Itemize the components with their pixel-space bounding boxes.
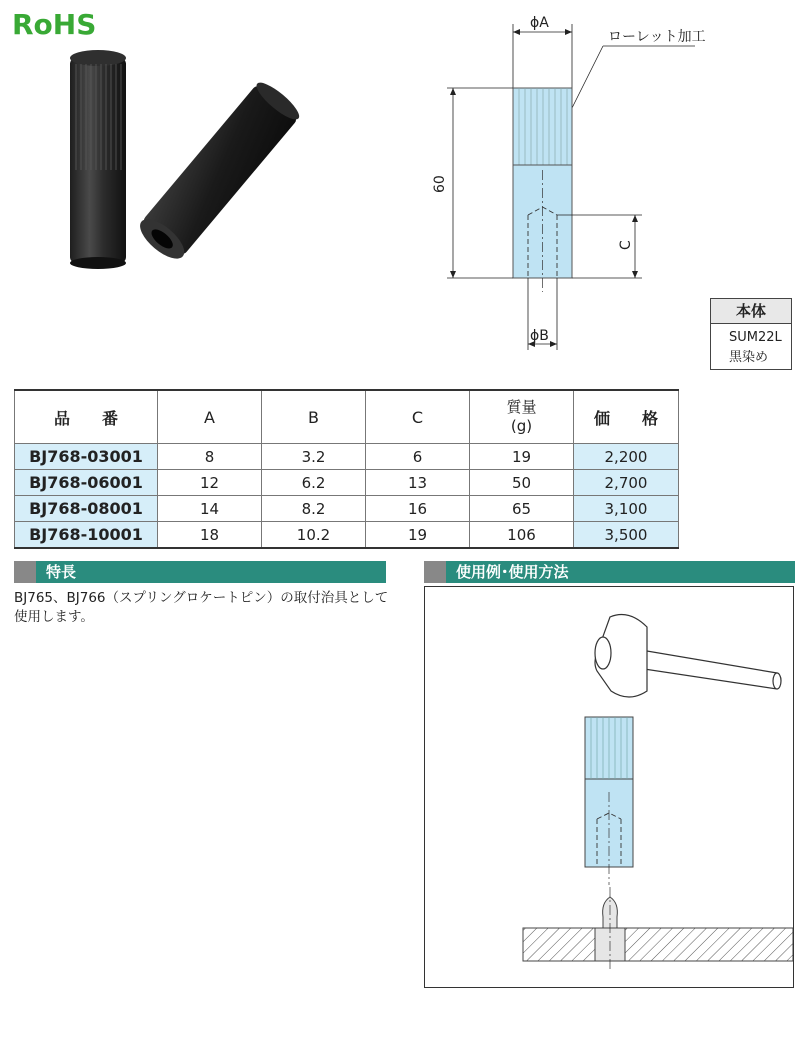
cell-mass: 65 bbox=[470, 496, 574, 522]
jig-body-icon bbox=[585, 717, 633, 885]
table-row bbox=[15, 444, 679, 470]
features-heading-bar bbox=[14, 561, 386, 583]
material-line2: 黒染め bbox=[729, 350, 769, 365]
dimension-drawing bbox=[420, 10, 720, 360]
cell-price: 2,200 bbox=[574, 444, 679, 470]
header-mass-label: 質量 bbox=[506, 398, 537, 416]
table-row bbox=[15, 496, 679, 522]
usage-heading-bar bbox=[424, 561, 795, 583]
tilted-pin-photo bbox=[134, 78, 304, 266]
cell-a: 18 bbox=[158, 522, 262, 549]
cell-part-no: BJ768-06001 bbox=[15, 470, 158, 496]
cell-b: 3.2 bbox=[262, 444, 366, 470]
knurl-label: ローレット加工 bbox=[608, 29, 706, 45]
cell-b: 10.2 bbox=[262, 522, 366, 549]
usage-illustration bbox=[425, 587, 793, 987]
heading-marker bbox=[424, 561, 446, 583]
spec-table bbox=[14, 389, 679, 549]
cell-a: 8 bbox=[158, 444, 262, 470]
cell-a: 14 bbox=[158, 496, 262, 522]
cell-b: 6.2 bbox=[262, 470, 366, 496]
table-header-row bbox=[15, 390, 679, 444]
length-label: 60 bbox=[432, 175, 448, 193]
cell-c: 16 bbox=[366, 496, 470, 522]
cell-c: 19 bbox=[366, 522, 470, 549]
header-c: C bbox=[366, 390, 470, 444]
table-row bbox=[15, 470, 679, 496]
product-photo bbox=[50, 40, 330, 290]
heading-marker bbox=[14, 561, 36, 583]
header-b: B bbox=[262, 390, 366, 444]
cell-part-no: BJ768-03001 bbox=[15, 444, 158, 470]
rohs-logo bbox=[12, 6, 104, 40]
cell-price: 2,700 bbox=[574, 470, 679, 496]
cell-c: 6 bbox=[366, 444, 470, 470]
header-a: A bbox=[158, 390, 262, 444]
header-price: 価 格 bbox=[574, 390, 679, 444]
header-mass bbox=[470, 390, 574, 444]
usage-title: 使用例･使用方法 bbox=[456, 563, 569, 581]
usage-illustration-box bbox=[424, 586, 794, 988]
cell-part-no: BJ768-10001 bbox=[15, 522, 158, 549]
hammer-icon bbox=[595, 615, 781, 697]
cell-b: 8.2 bbox=[262, 496, 366, 522]
dim-c-label: C bbox=[618, 240, 634, 250]
plate-icon bbox=[523, 887, 793, 972]
features-text: BJ765、BJ766（スプリングロケートピン）の取付治具として使用します。 bbox=[14, 590, 389, 625]
material-header: 本体 bbox=[711, 299, 791, 324]
cell-mass: 50 bbox=[470, 470, 574, 496]
cell-part-no: BJ768-08001 bbox=[15, 496, 158, 522]
dim-a-label: ϕA bbox=[530, 15, 549, 31]
material-box bbox=[710, 298, 792, 370]
standing-pin-photo bbox=[70, 50, 126, 269]
material-line1: SUM22L bbox=[729, 330, 782, 345]
cell-mass: 19 bbox=[470, 444, 574, 470]
dim-b-label: ϕB bbox=[530, 328, 549, 344]
cell-price: 3,100 bbox=[574, 496, 679, 522]
cell-c: 13 bbox=[366, 470, 470, 496]
cell-a: 12 bbox=[158, 470, 262, 496]
rohs-logo-text: RoHS bbox=[12, 8, 97, 40]
features-title: 特長 bbox=[46, 563, 77, 581]
cell-mass: 106 bbox=[470, 522, 574, 549]
table-row bbox=[15, 522, 679, 549]
header-part-no: 品 番 bbox=[15, 390, 158, 444]
cell-price: 3,500 bbox=[574, 522, 679, 549]
header-mass-unit: (g) bbox=[510, 417, 533, 435]
